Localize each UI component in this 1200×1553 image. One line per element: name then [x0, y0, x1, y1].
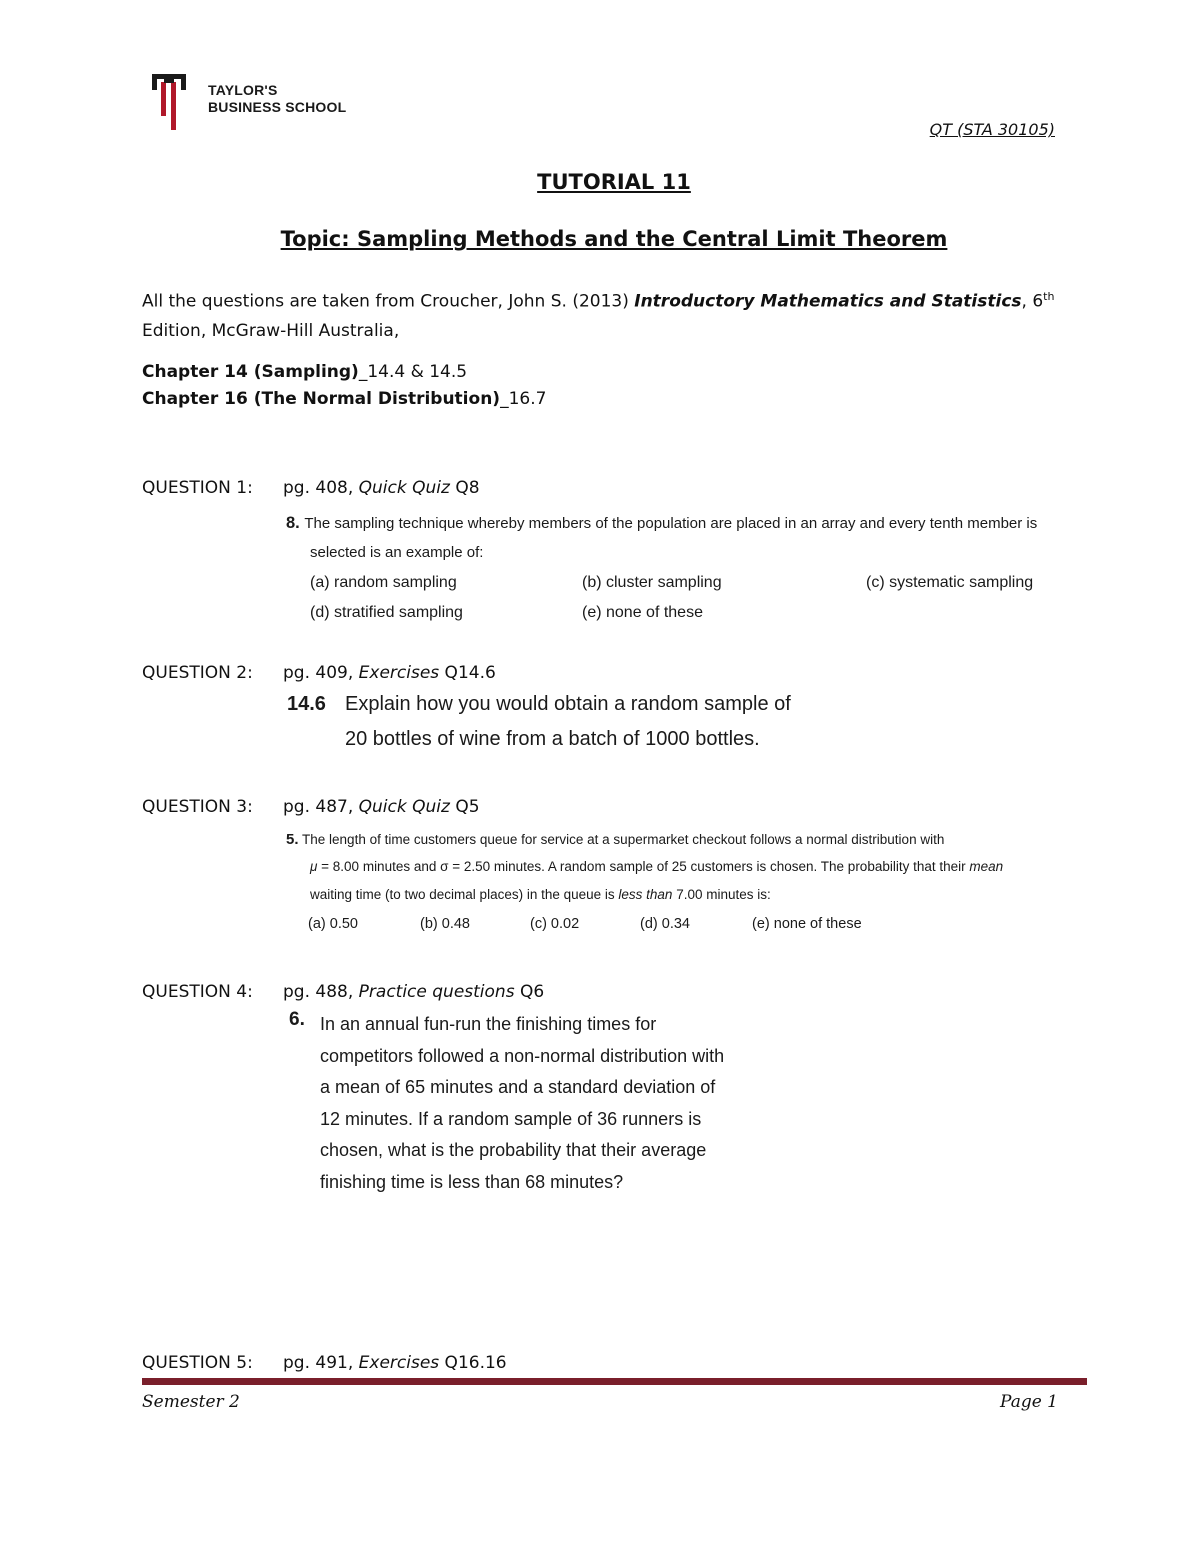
q3-ref-number: Q5 [449, 797, 480, 817]
q3-line-1-row [286, 831, 1086, 848]
logo-line-1: TAYLOR'S [208, 82, 278, 98]
course-code: QT (STA 30105) [929, 120, 1055, 139]
q2-line-2: 20 bottles of wine from a batch of 1000 bottles. [345, 728, 760, 750]
q1-question-text [286, 514, 1086, 533]
q3-line-3-part-a: waiting time (to two decimal places) in the queue is [310, 887, 619, 902]
q1-option-c: (c) systematic sampling [866, 574, 1034, 591]
q4-text [320, 1009, 724, 1198]
q2-ref-page: pg. 409, [283, 663, 359, 683]
chapter-1-sections: _14.4 & 14.5 [358, 362, 468, 382]
q3-option-c: (c) 0.02 [530, 916, 580, 932]
q4-line-5: chosen, what is the probability that their average [320, 1140, 707, 1160]
q5-ref-source: Exercises [358, 1353, 440, 1373]
intro-sup: th [1043, 290, 1055, 303]
topic-heading: Topic: Sampling Methods and the Central Limit Theorem [280, 227, 948, 251]
chapter-line-2 [142, 389, 546, 409]
q1-line-2: selected is an example of: [310, 544, 484, 561]
q1-ref-number: Q8 [449, 478, 480, 498]
q4-line-1: In an annual fun-run the finishing times for [320, 1014, 657, 1034]
q3-line-1: The length of time customers queue for service at a supermarket checkout follows a normal distribution with [302, 832, 945, 847]
question-5-label: QUESTION 5: [142, 1353, 253, 1373]
q1-ref-source: Quick Quiz [358, 478, 450, 498]
chapter-2-sections: _16.7 [500, 389, 547, 409]
question-3-reference [283, 797, 480, 817]
q2-ref-source: Exercises [358, 663, 440, 683]
q3-number: 5. [286, 831, 299, 848]
q3-option-e: (e) none of these [752, 916, 862, 932]
q5-ref-page: pg. 491, [283, 1353, 359, 1373]
question-1-label: QUESTION 1: [142, 478, 253, 498]
intro-paragraph [142, 282, 1092, 346]
q5-ref-number: Q16.16 [439, 1353, 507, 1373]
q1-option-e: (e) none of these [582, 604, 703, 621]
q1-option-a: (a) random sampling [310, 574, 457, 591]
q4-ref-number: Q6 [514, 982, 545, 1002]
question-2-reference [283, 663, 496, 683]
q3-option-a: (a) 0.50 [308, 916, 358, 932]
q3-line-3 [310, 887, 771, 902]
question-3-label: QUESTION 3: [142, 797, 253, 817]
logo-line-2: BUSINESS SCHOOL [208, 99, 347, 115]
q4-line-4: 12 minutes. If a random sample of 36 runners is [320, 1108, 702, 1129]
intro-prefix: All the questions are taken from Croucher, John S. (2013) [142, 291, 635, 312]
q4-number: 6. [289, 1009, 305, 1030]
q3-option-b: (b) 0.48 [420, 916, 470, 932]
taylors-logo [150, 74, 350, 130]
logo-mark-icon [150, 74, 200, 130]
q1-option-d: (d) stratified sampling [310, 604, 463, 621]
q3-line-2-part-b: = 8.00 minutes and [317, 859, 441, 874]
chapter-line-1 [142, 362, 467, 382]
q3-line-2 [310, 859, 1090, 874]
question-2-label: QUESTION 2: [142, 663, 253, 683]
q1-ref-page: pg. 408, [283, 478, 359, 498]
sigma-symbol: σ [440, 859, 449, 874]
chapter-1-title: Chapter 14 (Sampling) [142, 362, 359, 382]
question-4-reference [283, 982, 544, 1002]
q3-option-d: (d) 0.34 [640, 916, 690, 932]
q4-ref-page: pg. 488, [283, 982, 359, 1002]
intro-suffix: Edition, McGraw-Hill Australia, [142, 320, 400, 341]
q3-ref-source: Quick Quiz [358, 797, 450, 817]
question-5-reference [283, 1353, 507, 1373]
mu-symbol: μ [310, 859, 318, 874]
page-title: TUTORIAL 11 [537, 170, 691, 194]
q4-line-2: competitors followed a non-normal distribution with [320, 1045, 725, 1066]
q1-line-1: The sampling technique whereby members of the population are placed in an array and every tenth member is [304, 515, 1038, 532]
footer-rule [142, 1378, 1087, 1385]
q1-option-b: (b) cluster sampling [582, 574, 722, 591]
q3-line-2-part-d: = 2.50 minutes. A random sample of 25 customers is chosen. The probability that their [448, 859, 970, 874]
q4-line-6: finishing time is less than 68 minutes? [320, 1171, 624, 1192]
q3-line-2-mean: mean [969, 859, 1004, 874]
q2-ref-number: Q14.6 [439, 663, 496, 683]
footer-page-number: Page 1 [1000, 1392, 1058, 1412]
intro-comma: , 6 [1021, 291, 1044, 312]
q2-number: 14.6 [287, 693, 326, 715]
chapter-2-title: Chapter 16 (The Normal Distribution) [142, 389, 501, 409]
q3-line-3-less-than: less than [618, 887, 673, 902]
q3-ref-page: pg. 487, [283, 797, 359, 817]
question-1-reference [283, 478, 480, 498]
q4-line-3: a mean of 65 minutes and a standard deviation of [320, 1077, 716, 1097]
question-4-label: QUESTION 4: [142, 982, 253, 1002]
q2-line-1: Explain how you would obtain a random sample of [345, 693, 791, 715]
logo-text [208, 82, 346, 116]
q3-line-3-part-c: 7.00 minutes is: [672, 887, 771, 902]
q1-number: 8. [286, 514, 300, 532]
book-title: Introductory Mathematics and Statistics [634, 291, 1022, 312]
footer-semester: Semester 2 [142, 1392, 240, 1412]
q4-ref-source: Practice questions [358, 982, 515, 1002]
